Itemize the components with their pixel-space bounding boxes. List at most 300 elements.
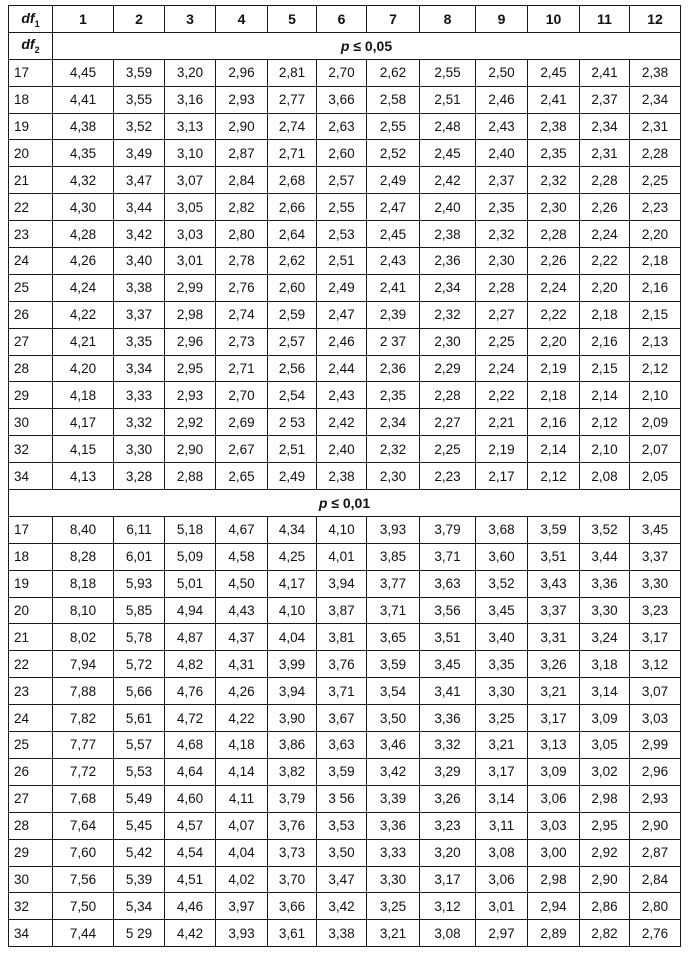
f-value-cell: 2,65 — [216, 463, 268, 490]
f-value-cell: 3,66 — [268, 893, 317, 920]
f-value-cell: 5,42 — [114, 839, 165, 866]
table-row — [9, 678, 681, 705]
table-row — [9, 328, 681, 355]
f-value-cell: 2,68 — [268, 167, 317, 194]
f-value-cell: 2,82 — [216, 194, 268, 221]
f-value-cell: 3,63 — [317, 732, 367, 759]
f-value-cell: 2,74 — [268, 113, 317, 140]
f-value-cell: 2,17 — [476, 463, 528, 490]
f-value-cell: 5,61 — [114, 705, 165, 732]
f-value-cell: 3,81 — [317, 624, 367, 651]
f-value-cell: 4,14 — [216, 758, 268, 785]
f-value-cell: 2,27 — [420, 409, 476, 436]
f-value-cell: 4,31 — [216, 651, 268, 678]
f-value-cell: 2,80 — [216, 221, 268, 248]
row-label-df2: 25 — [9, 732, 53, 759]
f-value-cell: 2,38 — [630, 59, 681, 86]
f-value-cell: 3,03 — [165, 221, 216, 248]
f-value-cell: 2,43 — [476, 113, 528, 140]
f-value-cell: 3,37 — [114, 301, 165, 328]
row-label-df2: 27 — [9, 328, 53, 355]
f-value-cell: 3,07 — [165, 167, 216, 194]
f-value-cell: 5,66 — [114, 678, 165, 705]
f-value-cell: 3,42 — [317, 893, 367, 920]
f-value-cell: 2,96 — [165, 328, 216, 355]
f-value-cell: 3,17 — [630, 624, 681, 651]
f-value-cell: 2,53 — [317, 221, 367, 248]
f-value-cell: 2,10 — [580, 436, 630, 463]
table-row — [9, 86, 681, 113]
f-value-cell: 2,49 — [367, 167, 420, 194]
f-value-cell: 7,82 — [53, 705, 114, 732]
table-row — [9, 543, 681, 570]
f-value-cell: 3,20 — [420, 839, 476, 866]
f-value-cell: 3,21 — [367, 920, 420, 947]
row-label-df2: 21 — [9, 624, 53, 651]
f-value-cell: 4,37 — [216, 624, 268, 651]
f-value-cell: 3,36 — [367, 812, 420, 839]
f-critical-values-table — [8, 5, 681, 947]
f-value-cell: 3,37 — [630, 543, 681, 570]
column-header-df1-9: 9 — [476, 6, 528, 33]
f-value-cell: 4,20 — [53, 355, 114, 382]
f-value-cell: 4,24 — [53, 274, 114, 301]
df1-header-cell — [9, 6, 53, 33]
f-value-cell: 2,98 — [528, 866, 580, 893]
f-value-cell: 3,93 — [216, 920, 268, 947]
f-value-cell: 3,94 — [268, 678, 317, 705]
f-value-cell: 7,72 — [53, 758, 114, 785]
f-value-cell: 2,12 — [580, 409, 630, 436]
row-label-df2: 20 — [9, 597, 53, 624]
f-value-cell: 3,52 — [580, 516, 630, 543]
f-value-cell: 2,69 — [216, 409, 268, 436]
f-value-cell: 3,79 — [420, 516, 476, 543]
column-header-df1-4: 4 — [216, 6, 268, 33]
f-value-cell: 3,45 — [476, 597, 528, 624]
row-label-df2: 17 — [9, 59, 53, 86]
row-label-df2: 23 — [9, 221, 53, 248]
f-value-cell: 2,15 — [630, 301, 681, 328]
f-value-cell: 2,46 — [317, 328, 367, 355]
table-row — [9, 893, 681, 920]
f-value-cell: 2,18 — [630, 248, 681, 275]
f-value-cell: 2,34 — [630, 86, 681, 113]
f-value-cell: 3,30 — [476, 678, 528, 705]
f-value-cell: 3,33 — [114, 382, 165, 409]
f-value-cell: 2,28 — [630, 140, 681, 167]
f-value-cell: 2,98 — [580, 785, 630, 812]
f-value-cell: 2,18 — [580, 301, 630, 328]
f-value-cell: 2,34 — [420, 274, 476, 301]
f-value-cell: 3,37 — [528, 597, 580, 624]
f-value-cell: 3,02 — [580, 758, 630, 785]
f-value-cell: 2,29 — [420, 355, 476, 382]
f-value-cell: 2,31 — [580, 140, 630, 167]
f-value-cell: 3,32 — [114, 409, 165, 436]
f-value-cell: 3,30 — [630, 570, 681, 597]
f-value-cell: 8,18 — [53, 570, 114, 597]
f-value-cell: 2,98 — [165, 301, 216, 328]
f-value-cell: 2,97 — [476, 920, 528, 947]
row-label-df2: 17 — [9, 516, 53, 543]
f-value-cell: 4,50 — [216, 570, 268, 597]
f-value-cell: 2,49 — [317, 274, 367, 301]
f-value-cell: 2,95 — [580, 812, 630, 839]
f-distribution-table-page — [8, 5, 680, 947]
f-value-cell: 2,51 — [268, 436, 317, 463]
column-header-df1-10: 10 — [528, 6, 580, 33]
f-value-cell: 3,01 — [165, 248, 216, 275]
f-value-cell: 3,05 — [165, 194, 216, 221]
f-value-cell: 2,16 — [630, 274, 681, 301]
f-value-cell: 3,39 — [367, 785, 420, 812]
f-value-cell: 2,23 — [420, 463, 476, 490]
f-value-cell: 3,40 — [114, 248, 165, 275]
f-value-cell: 2,38 — [317, 463, 367, 490]
f-value-cell: 3,50 — [317, 839, 367, 866]
f-value-cell: 3,56 — [420, 597, 476, 624]
f-value-cell: 4,60 — [165, 785, 216, 812]
f-value-cell: 2,51 — [317, 248, 367, 275]
f-value-cell: 3,09 — [580, 705, 630, 732]
f-value-cell: 2,73 — [216, 328, 268, 355]
table-row — [9, 920, 681, 947]
header-row-df1 — [9, 6, 681, 33]
f-value-cell: 2,20 — [630, 221, 681, 248]
f-value-cell: 4,43 — [216, 597, 268, 624]
f-value-cell: 2,24 — [580, 221, 630, 248]
f-value-cell: 3,38 — [317, 920, 367, 947]
f-value-cell: 2,10 — [630, 382, 681, 409]
f-value-cell: 2,55 — [317, 194, 367, 221]
f-value-cell: 3,25 — [476, 705, 528, 732]
row-label-df2: 28 — [9, 355, 53, 382]
f-value-cell: 2,30 — [476, 248, 528, 275]
f-value-cell: 2,14 — [580, 382, 630, 409]
row-label-df2: 28 — [9, 812, 53, 839]
f-value-cell: 2,80 — [630, 893, 681, 920]
table-row — [9, 355, 681, 382]
f-value-cell: 3,46 — [367, 732, 420, 759]
column-header-df1-8: 8 — [420, 6, 476, 33]
f-value-cell: 2,32 — [420, 301, 476, 328]
table-row — [9, 785, 681, 812]
f-value-cell: 4,41 — [53, 86, 114, 113]
f-value-cell: 3,90 — [268, 705, 317, 732]
f-value-cell: 5,01 — [165, 570, 216, 597]
f-value-cell: 2,41 — [528, 86, 580, 113]
f-value-cell: 3,59 — [528, 516, 580, 543]
f-value-cell: 3,47 — [114, 167, 165, 194]
f-value-cell: 2,64 — [268, 221, 317, 248]
f-value-cell: 2,82 — [580, 920, 630, 947]
f-value-cell: 3,71 — [420, 543, 476, 570]
f-value-cell: 2,88 — [165, 463, 216, 490]
f-value-cell: 2,44 — [317, 355, 367, 382]
f-value-cell: 2,19 — [528, 355, 580, 382]
f-value-cell: 3,71 — [367, 597, 420, 624]
section-header-row-005 — [9, 32, 681, 59]
table-row — [9, 597, 681, 624]
f-value-cell: 4,17 — [53, 409, 114, 436]
f-value-cell: 3,43 — [528, 570, 580, 597]
f-value-cell: 2,95 — [165, 355, 216, 382]
f-value-cell: 4,01 — [317, 543, 367, 570]
f-value-cell: 4,94 — [165, 597, 216, 624]
f-value-cell: 4,04 — [216, 839, 268, 866]
p-condition: ≤ 0,05 — [349, 37, 393, 54]
f-value-cell: 2,27 — [476, 301, 528, 328]
f-value-cell: 4,18 — [53, 382, 114, 409]
f-value-cell: 2,18 — [528, 382, 580, 409]
f-value-cell: 2,28 — [476, 274, 528, 301]
f-value-cell: 8,40 — [53, 516, 114, 543]
f-value-cell: 2,51 — [420, 86, 476, 113]
f-value-cell: 2,45 — [420, 140, 476, 167]
f-value-cell: 2,45 — [367, 221, 420, 248]
f-value-cell: 3,97 — [216, 893, 268, 920]
f-value-cell: 5,49 — [114, 785, 165, 812]
f-value-cell: 2,40 — [420, 194, 476, 221]
f-value-cell: 4,11 — [216, 785, 268, 812]
f-value-cell: 3,65 — [367, 624, 420, 651]
f-value-cell: 2,70 — [216, 382, 268, 409]
f-value-cell: 2,37 — [580, 86, 630, 113]
f-value-cell: 2,60 — [317, 140, 367, 167]
f-value-cell: 3,45 — [630, 516, 681, 543]
f-value-cell: 4,67 — [216, 516, 268, 543]
f-value-cell: 2,55 — [367, 113, 420, 140]
f-value-cell: 5,78 — [114, 624, 165, 651]
row-label-df2: 24 — [9, 248, 53, 275]
f-value-cell: 4,72 — [165, 705, 216, 732]
f-value-cell: 4,10 — [268, 597, 317, 624]
f-value-cell: 3,36 — [580, 570, 630, 597]
f-value-cell: 3,34 — [114, 355, 165, 382]
table-row — [9, 839, 681, 866]
f-value-cell: 3,14 — [580, 678, 630, 705]
f-value-cell: 2,76 — [216, 274, 268, 301]
f-value-cell: 8,10 — [53, 597, 114, 624]
table-row — [9, 624, 681, 651]
row-label-df2: 18 — [9, 543, 53, 570]
f-value-cell: 3,06 — [528, 785, 580, 812]
table-row — [9, 570, 681, 597]
f-value-cell: 2,56 — [268, 355, 317, 382]
f-value-cell: 2,14 — [528, 436, 580, 463]
f-value-cell: 3,45 — [420, 651, 476, 678]
row-label-df2: 19 — [9, 570, 53, 597]
f-value-cell: 3,59 — [367, 651, 420, 678]
section-label-p-001 — [9, 490, 681, 517]
row-label-df2: 21 — [9, 167, 53, 194]
f-value-cell: 3,51 — [528, 543, 580, 570]
f-value-cell: 4,30 — [53, 194, 114, 221]
f-value-cell: 2,89 — [528, 920, 580, 947]
f-value-cell: 3,38 — [114, 274, 165, 301]
f-value-cell: 4,32 — [53, 167, 114, 194]
f-value-cell: 3,29 — [420, 758, 476, 785]
f-value-cell: 2,43 — [317, 382, 367, 409]
f-value-cell: 4,45 — [53, 59, 114, 86]
table-row — [9, 409, 681, 436]
f-value-cell: 2,05 — [630, 463, 681, 490]
f-value-cell: 3,13 — [528, 732, 580, 759]
row-label-df2: 25 — [9, 274, 53, 301]
row-label-df2: 23 — [9, 678, 53, 705]
f-value-cell: 2,47 — [317, 301, 367, 328]
f-value-cell: 3,71 — [317, 678, 367, 705]
f-value-cell: 2,84 — [216, 167, 268, 194]
f-value-cell: 4,22 — [53, 301, 114, 328]
table-row — [9, 59, 681, 86]
f-value-cell: 2,62 — [268, 248, 317, 275]
f-value-cell: 3,76 — [317, 651, 367, 678]
f-value-cell: 3,79 — [268, 785, 317, 812]
f-value-cell: 3,61 — [268, 920, 317, 947]
p-symbol: p — [340, 37, 350, 54]
f-value-cell: 5,93 — [114, 570, 165, 597]
f-value-cell: 3,99 — [268, 651, 317, 678]
f-value-cell: 2,12 — [528, 463, 580, 490]
f-value-cell: 2,07 — [630, 436, 681, 463]
f-value-cell: 2,84 — [630, 866, 681, 893]
f-value-cell: 2,30 — [420, 328, 476, 355]
f-value-cell: 4,22 — [216, 705, 268, 732]
f-value-cell: 3,94 — [317, 570, 367, 597]
f-value-cell: 7,56 — [53, 866, 114, 893]
f-value-cell: 2 53 — [268, 409, 317, 436]
column-header-df1-7: 7 — [367, 6, 420, 33]
f-value-cell: 8,28 — [53, 543, 114, 570]
f-value-cell: 2,39 — [367, 301, 420, 328]
f-value-cell: 3,50 — [367, 705, 420, 732]
table-row — [9, 732, 681, 759]
f-value-cell: 4,13 — [53, 463, 114, 490]
f-value-cell: 2,63 — [317, 113, 367, 140]
f-value-cell: 2,90 — [216, 113, 268, 140]
row-label-df2: 30 — [9, 866, 53, 893]
f-value-cell: 2,96 — [216, 59, 268, 86]
f-value-cell: 3,42 — [367, 758, 420, 785]
f-value-cell: 2,22 — [580, 248, 630, 275]
f-value-cell: 4,04 — [268, 624, 317, 651]
f-value-cell: 3,30 — [114, 436, 165, 463]
f-value-cell: 2,30 — [528, 194, 580, 221]
f-value-cell: 3,42 — [114, 221, 165, 248]
table-row — [9, 194, 681, 221]
f-value-cell: 4,57 — [165, 812, 216, 839]
f-value-cell: 3,93 — [367, 516, 420, 543]
f-value-cell: 3,25 — [367, 893, 420, 920]
f-value-cell: 3,20 — [165, 59, 216, 86]
f-value-cell: 3,01 — [476, 893, 528, 920]
f-value-cell: 2,90 — [580, 866, 630, 893]
table-row — [9, 140, 681, 167]
f-value-cell: 2,48 — [420, 113, 476, 140]
df2-header-cell — [9, 32, 53, 59]
f-value-cell: 3,40 — [476, 624, 528, 651]
f-value-cell: 5,34 — [114, 893, 165, 920]
f-value-cell: 2,13 — [630, 328, 681, 355]
f-value-cell: 3,23 — [420, 812, 476, 839]
column-header-df1-11: 11 — [580, 6, 630, 33]
f-value-cell: 2,42 — [420, 167, 476, 194]
f-value-cell: 3,44 — [580, 543, 630, 570]
f-value-cell: 4,38 — [53, 113, 114, 140]
f-value-cell: 8,02 — [53, 624, 114, 651]
f-value-cell: 3,09 — [528, 758, 580, 785]
f-value-cell: 4,58 — [216, 543, 268, 570]
f-value-cell: 3,07 — [630, 678, 681, 705]
f-value-cell: 2,41 — [580, 59, 630, 86]
f-value-cell: 4,26 — [216, 678, 268, 705]
f-value-cell: 3,60 — [476, 543, 528, 570]
f-value-cell: 3,21 — [476, 732, 528, 759]
f-value-cell: 5,72 — [114, 651, 165, 678]
row-label-df2: 24 — [9, 705, 53, 732]
row-label-df2: 19 — [9, 113, 53, 140]
f-value-cell: 3,03 — [528, 812, 580, 839]
f-value-cell: 3,52 — [476, 570, 528, 597]
f-value-cell: 7,88 — [53, 678, 114, 705]
f-value-cell: 3,49 — [114, 140, 165, 167]
f-value-cell: 2,93 — [630, 785, 681, 812]
f-value-cell: 3,32 — [420, 732, 476, 759]
f-value-cell: 4,64 — [165, 758, 216, 785]
f-value-cell: 2,24 — [476, 355, 528, 382]
f-value-cell: 7,50 — [53, 893, 114, 920]
f-value-cell: 3,35 — [114, 328, 165, 355]
f-value-cell: 3,23 — [630, 597, 681, 624]
f-value-cell: 3,47 — [317, 866, 367, 893]
f-value-cell: 3,35 — [476, 651, 528, 678]
f-value-cell: 3,82 — [268, 758, 317, 785]
f-value-cell: 2,42 — [317, 409, 367, 436]
f-value-cell: 3,70 — [268, 866, 317, 893]
f-value-cell: 2,31 — [630, 113, 681, 140]
f-value-cell: 5,18 — [165, 516, 216, 543]
f-value-cell: 2,32 — [367, 436, 420, 463]
f-value-cell: 4,34 — [268, 516, 317, 543]
f-value-cell: 7,94 — [53, 651, 114, 678]
f-value-cell: 4,46 — [165, 893, 216, 920]
f-value-cell: 3,18 — [580, 651, 630, 678]
f-value-cell: 3,85 — [367, 543, 420, 570]
f-value-cell: 2,99 — [165, 274, 216, 301]
row-label-df2: 26 — [9, 301, 53, 328]
f-value-cell: 2,81 — [268, 59, 317, 86]
f-value-cell: 3,08 — [476, 839, 528, 866]
table-row — [9, 705, 681, 732]
section-label-p-005 — [53, 32, 681, 59]
f-value-cell: 2 37 — [367, 328, 420, 355]
f-value-cell: 2,90 — [165, 436, 216, 463]
f-value-cell: 2,28 — [420, 382, 476, 409]
f-value-cell: 2,99 — [630, 732, 681, 759]
row-label-df2: 34 — [9, 463, 53, 490]
f-value-cell: 5,45 — [114, 812, 165, 839]
table-row — [9, 516, 681, 543]
f-value-cell: 3,59 — [114, 59, 165, 86]
f-value-cell: 2,16 — [580, 328, 630, 355]
f-value-cell: 2,34 — [367, 409, 420, 436]
table-row — [9, 382, 681, 409]
row-label-df2: 22 — [9, 194, 53, 221]
f-value-cell: 2,41 — [367, 274, 420, 301]
f-value-cell: 2,76 — [630, 920, 681, 947]
